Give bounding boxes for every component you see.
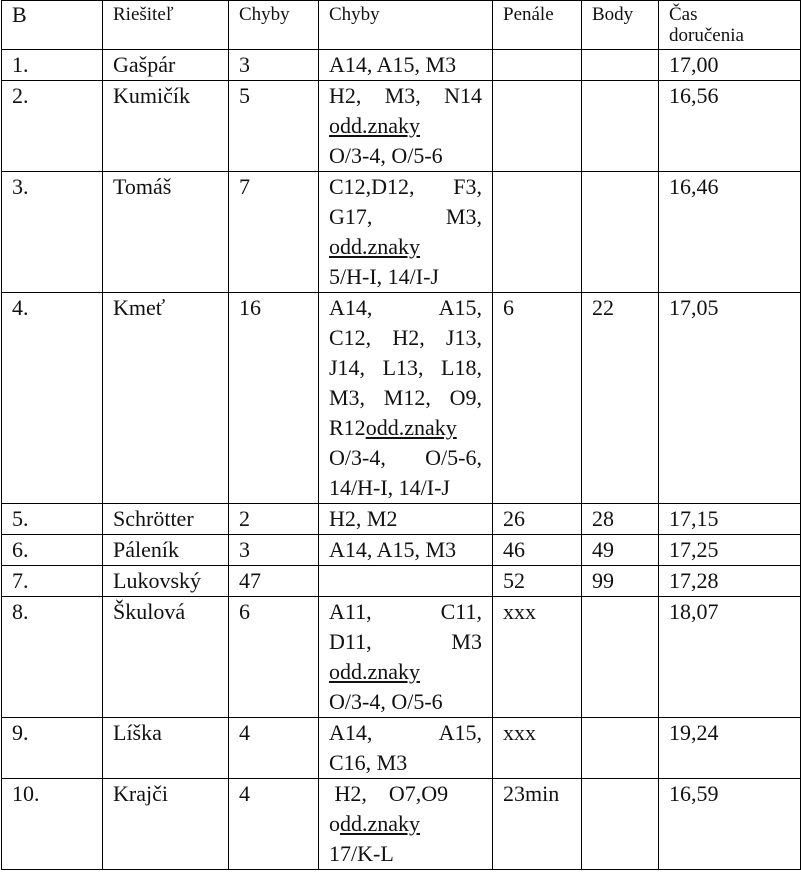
errors-count-cell: 16	[229, 293, 319, 504]
rank-cell: 5.	[2, 504, 103, 535]
errors-count-cell: 7	[229, 172, 319, 293]
table-row	[2, 779, 801, 870]
solver-cell: Tomáš	[103, 172, 229, 293]
error-line: D11, M3	[329, 629, 482, 654]
error-line: J14, L13, L18,	[329, 355, 482, 380]
penalty-cell: 46	[493, 535, 582, 566]
error-line: M3, M12, O9,	[329, 385, 482, 410]
header-delivery-time-line1: Čas	[669, 4, 698, 25]
errors-count-cell: 4	[229, 779, 319, 870]
table-row	[2, 504, 801, 535]
results-table	[1, 0, 801, 870]
error-line: A11, C11,	[329, 599, 482, 624]
error-line: A14, A15,	[329, 720, 482, 745]
header-row	[2, 1, 801, 50]
solver-cell: Lukovský	[103, 566, 229, 597]
error-line-underlined: odd.znaky	[365, 415, 457, 440]
penalty-cell	[493, 81, 582, 172]
errors-count-cell: 3	[229, 50, 319, 81]
rank-cell: 9.	[2, 718, 103, 779]
penalty-cell: xxx	[493, 718, 582, 779]
solver-cell: Škulová	[103, 597, 229, 718]
table-row	[2, 535, 801, 566]
header-delivery-time-line2: doručenia	[669, 25, 744, 46]
errors-list-cell	[319, 779, 493, 870]
error-line: H2, O7,O9	[329, 781, 449, 806]
errors-count-cell: 47	[229, 566, 319, 597]
errors-list-cell	[319, 50, 493, 81]
rank-cell: 3.	[2, 172, 103, 293]
points-cell	[582, 81, 659, 172]
error-line: H2, M2	[329, 506, 398, 531]
errors-list-cell	[319, 597, 493, 718]
table-row	[2, 172, 801, 293]
error-line: G17, M3,	[329, 204, 482, 229]
errors-list-cell	[319, 504, 493, 535]
solver-cell: Krajči	[103, 779, 229, 870]
table-row	[2, 293, 801, 504]
errors-list-cell	[319, 172, 493, 293]
error-line: H2, M3, N14	[329, 83, 482, 108]
penalty-cell: 26	[493, 504, 582, 535]
header-delivery-time	[659, 1, 801, 50]
penalty-cell: 6	[493, 293, 582, 504]
table-row	[2, 718, 801, 779]
error-line-underlined: odd.znaky	[329, 113, 421, 138]
points-cell	[582, 718, 659, 779]
points-cell: 22	[582, 293, 659, 504]
penalty-cell	[493, 172, 582, 293]
table-row	[2, 566, 801, 597]
header-b: B	[2, 1, 103, 50]
error-line: A14, A15, M3	[329, 52, 457, 77]
error-line-combined	[329, 809, 482, 839]
time-cell: 16,56	[659, 81, 801, 172]
error-line: O/3-4, O/5-6,	[329, 445, 482, 470]
rank-cell: 1.	[2, 50, 103, 81]
penalty-cell: 23min	[493, 779, 582, 870]
errors-list-cell	[319, 566, 493, 597]
error-line: O/3-4, O/5-6	[329, 143, 443, 168]
header-errors-list: Chyby	[319, 1, 493, 50]
error-line-combined	[329, 413, 482, 443]
points-cell: 49	[582, 535, 659, 566]
header-points: Body	[582, 1, 659, 50]
errors-list-cell	[319, 81, 493, 172]
time-cell: 17,00	[659, 50, 801, 81]
solver-cell: Kmeť	[103, 293, 229, 504]
time-cell: 18,07	[659, 597, 801, 718]
error-line: O/3-4, O/5-6	[329, 689, 443, 714]
time-cell: 17,05	[659, 293, 801, 504]
penalty-cell	[493, 50, 582, 81]
error-line: A14, A15, M3	[329, 537, 457, 562]
solver-cell: Líška	[103, 718, 229, 779]
time-cell: 16,46	[659, 172, 801, 293]
points-cell: 28	[582, 504, 659, 535]
points-cell: 99	[582, 566, 659, 597]
errors-count-cell: 2	[229, 504, 319, 535]
header-solver: Riešiteľ	[103, 1, 229, 50]
errors-count-cell: 5	[229, 81, 319, 172]
table-row	[2, 597, 801, 718]
error-line-underlined: dd.znaky	[340, 811, 421, 836]
error-code: R12	[329, 415, 366, 440]
time-cell: 17,28	[659, 566, 801, 597]
solver-cell: Gašpár	[103, 50, 229, 81]
errors-list-cell	[319, 293, 493, 504]
table-row	[2, 81, 801, 172]
solver-cell: Schrötter	[103, 504, 229, 535]
error-line: 14/H-I, 14/I-J	[329, 475, 450, 500]
solver-cell: Kumičík	[103, 81, 229, 172]
time-cell: 17,15	[659, 504, 801, 535]
penalty-cell: xxx	[493, 597, 582, 718]
errors-count-cell: 4	[229, 718, 319, 779]
rank-cell: 6.	[2, 535, 103, 566]
penalty-cell: 52	[493, 566, 582, 597]
header-errors-count: Chyby	[229, 1, 319, 50]
error-line-underlined: odd.znaky	[329, 659, 421, 684]
errors-count-cell: 3	[229, 535, 319, 566]
time-cell: 17,25	[659, 535, 801, 566]
error-line: 17/K-L	[329, 841, 394, 866]
errors-list-cell	[319, 535, 493, 566]
solver-cell: Páleník	[103, 535, 229, 566]
rank-cell: 4.	[2, 293, 103, 504]
points-cell	[582, 779, 659, 870]
rank-cell: 8.	[2, 597, 103, 718]
points-cell	[582, 172, 659, 293]
time-cell: 19,24	[659, 718, 801, 779]
time-cell: 16,59	[659, 779, 801, 870]
errors-list-cell	[319, 718, 493, 779]
points-cell	[582, 50, 659, 81]
error-line: C12, H2, J13,	[329, 325, 482, 350]
error-line: 5/H-I, 14/I-J	[329, 264, 439, 289]
error-line-underlined: odd.znaky	[329, 234, 421, 259]
table-row	[2, 50, 801, 81]
error-line: A14, A15,	[329, 295, 482, 320]
rank-cell: 2.	[2, 81, 103, 172]
points-cell	[582, 597, 659, 718]
rank-cell: 10.	[2, 779, 103, 870]
errors-count-cell: 6	[229, 597, 319, 718]
header-penalty: Penále	[493, 1, 582, 50]
error-line: C16, M3	[329, 750, 408, 775]
error-line: C12,D12, F3,	[329, 174, 482, 199]
rank-cell: 7.	[2, 566, 103, 597]
error-prefix: o	[329, 811, 340, 836]
